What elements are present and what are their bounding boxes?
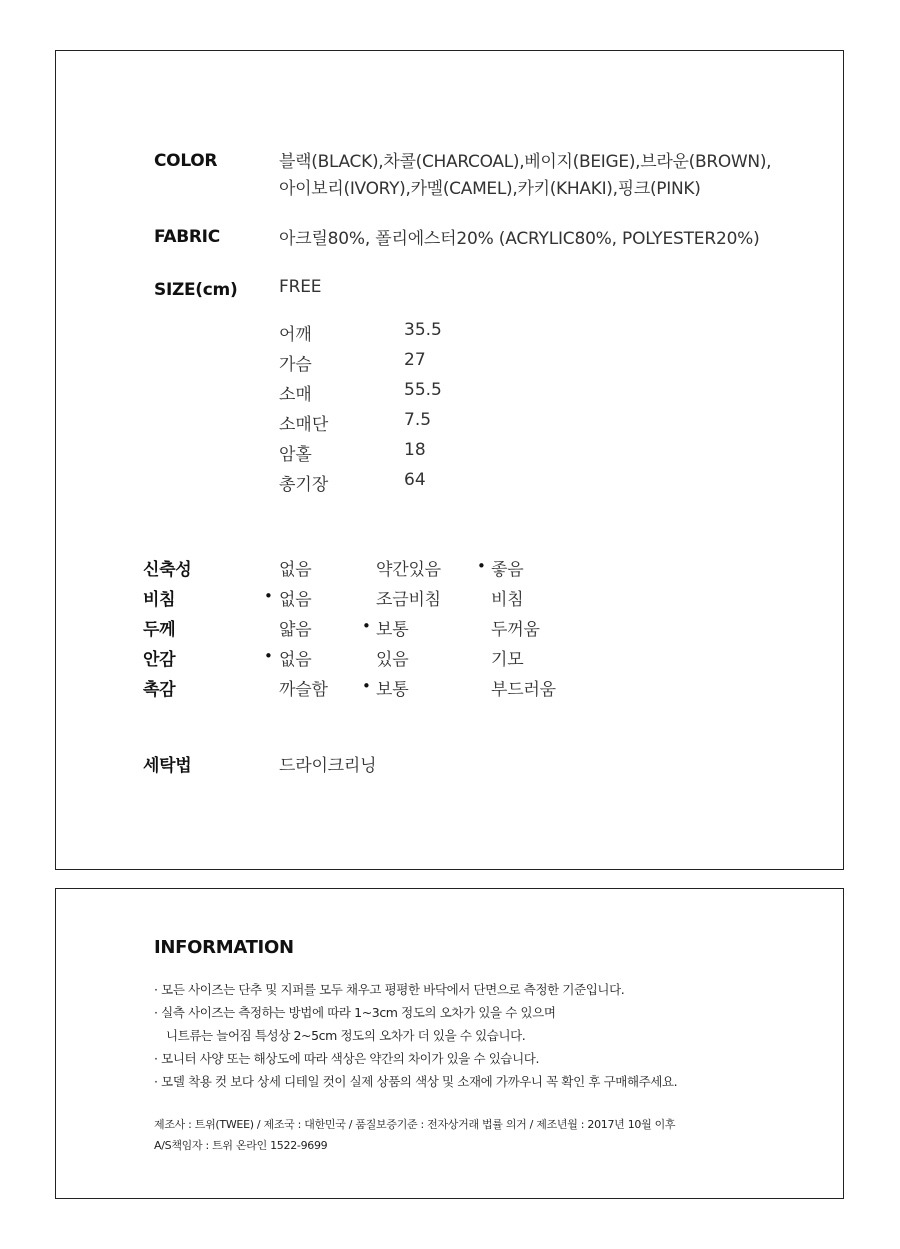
property-option: 없음 <box>279 560 312 580</box>
size-row-value: 55.5 <box>404 380 442 400</box>
property-option: 조금비침 <box>376 590 441 610</box>
size-row-name: 소매단 <box>279 415 329 435</box>
size-row-name: 소매 <box>279 385 312 405</box>
fabric-label: FABRIC <box>154 227 220 247</box>
selected-bullet-icon: • <box>264 647 273 665</box>
property-option: 비침 <box>491 590 524 610</box>
selected-bullet-icon: • <box>264 587 273 605</box>
size-row-name: 어깨 <box>279 325 312 345</box>
property-option: 까슬함 <box>279 680 328 700</box>
size-row <box>279 440 426 465</box>
selected-bullet-icon: • <box>362 677 371 695</box>
size-row-value: 18 <box>404 440 426 460</box>
product-spec-panel <box>55 50 844 870</box>
size-row <box>279 380 442 405</box>
property-label-stretch: 신축성 <box>143 560 192 580</box>
property-label-lining: 안감 <box>143 650 176 670</box>
property-option-selected: 좋음 <box>491 560 524 580</box>
wash-value: 드라이크리닝 <box>279 756 377 776</box>
manufacturer-info: 제조사 : 트위(TWEE) / 제조국 : 대한민국 / 품질보증기준 : 전자상거래 법률 의거 / 제조년월 : 2017년 10월 이후 <box>154 1118 676 1131</box>
size-row-value: 64 <box>404 470 426 490</box>
info-note: 니트류는 늘어짐 특성상 2~5cm 정도의 오차가 더 있을 수 있습니다. <box>166 1028 526 1043</box>
size-row-value: 27 <box>404 350 426 370</box>
size-row <box>279 320 442 345</box>
property-label-thickness: 두께 <box>143 620 176 640</box>
info-note: · 실측 사이즈는 측정하는 방법에 따라 1~3cm 정도의 오차가 있을 수 있으며 <box>154 1005 556 1020</box>
property-option-selected: 없음 <box>279 650 312 670</box>
property-label-texture: 촉감 <box>143 680 176 700</box>
color-values <box>279 149 771 203</box>
property-option: 약간있음 <box>376 560 441 580</box>
size-row <box>279 470 426 495</box>
info-note: · 모델 착용 컷 보다 상세 디테일 컷이 실제 상품의 색상 및 소재에 가까우니 꼭 확인 후 구매해주세요. <box>154 1074 678 1089</box>
info-note: · 모든 사이즈는 단추 및 지퍼를 모두 채우고 평평한 바닥에서 단면으로 측정한 기준입니다. <box>154 982 625 997</box>
wash-label: 세탁법 <box>143 756 192 776</box>
property-option-selected: 보통 <box>376 620 409 640</box>
property-label-sheerness: 비침 <box>143 590 176 610</box>
property-option: 있음 <box>376 650 409 670</box>
property-option: 부드러움 <box>491 680 556 700</box>
size-free: FREE <box>279 277 322 297</box>
size-row <box>279 350 426 375</box>
color-label: COLOR <box>154 151 218 171</box>
size-row-name: 암홀 <box>279 445 312 465</box>
size-row-value: 35.5 <box>404 320 442 340</box>
fabric-value: 아크릴80%, 폴리에스터20% (ACRYLIC80%, POLYESTER20%) <box>279 229 760 249</box>
property-option-selected: 없음 <box>279 590 312 610</box>
information-title: INFORMATION <box>154 937 294 958</box>
information-panel <box>55 888 844 1199</box>
size-label: SIZE(cm) <box>154 280 238 300</box>
property-option-selected: 보통 <box>376 680 409 700</box>
selected-bullet-icon: • <box>477 557 486 575</box>
property-option: 기모 <box>491 650 524 670</box>
size-row-name: 총기장 <box>279 475 329 495</box>
property-option: 얇음 <box>279 620 312 640</box>
size-row-value: 7.5 <box>404 410 432 430</box>
property-option: 두꺼움 <box>491 620 540 640</box>
as-contact-info: A/S책임자 : 트위 온라인 1522-9699 <box>154 1139 328 1152</box>
selected-bullet-icon: • <box>362 617 371 635</box>
info-note: · 모니터 사양 또는 해상도에 따라 색상은 약간의 차이가 있을 수 있습니다. <box>154 1051 540 1066</box>
size-row-name: 가슴 <box>279 355 312 375</box>
size-row <box>279 410 432 435</box>
color-line-2: 아이보리(IVORY),카멜(CAMEL),카키(KHAKI),핑크(PINK) <box>279 179 701 199</box>
color-line-1: 블랙(BLACK),차콜(CHARCOAL),베이지(BEIGE),브라운(BROWN), <box>279 152 772 172</box>
